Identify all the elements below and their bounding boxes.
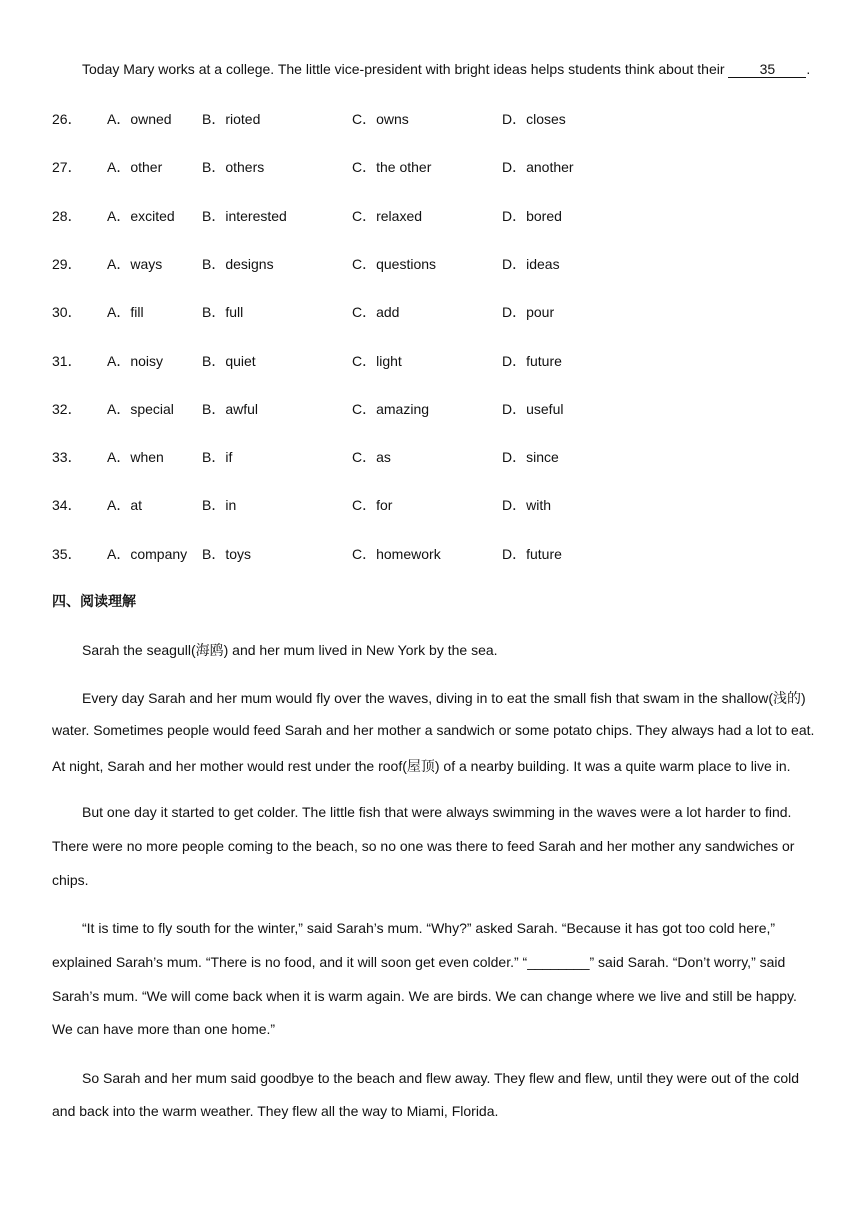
question-number: 28． xyxy=(52,207,82,224)
intro-text: Today Mary works at a college. The little vice-president with bright ideas helps students think about their xyxy=(82,61,729,77)
option-c: C．for xyxy=(352,497,393,514)
question-number: 30． xyxy=(52,304,82,321)
passage-line: But one day it started to get colder. The little fish that were always swimming in the waves were a lot harder to find. xyxy=(82,804,792,820)
question-number: 35． xyxy=(52,545,82,562)
passage-line: water. Sometimes people would feed Sarah and her mother a sandwich or some potato chips. They always had a lot to eat. xyxy=(52,722,815,738)
option-d: D．future xyxy=(502,352,562,369)
option-a: A．owned xyxy=(107,111,172,127)
option-d: D．bored xyxy=(502,207,562,224)
option-c: C．the other xyxy=(352,159,432,176)
intro-line xyxy=(82,61,810,78)
option-a: A．company xyxy=(107,545,188,562)
option-c: C．amazing xyxy=(352,400,430,417)
question-number: 26． xyxy=(52,111,82,127)
option-a: A．when xyxy=(107,449,164,466)
passage-line: At night, Sarah and her mother would rest under the roof(屋顶) of a nearby building. It was a quite warm place to live in. xyxy=(52,758,791,774)
option-d: D．useful xyxy=(502,400,564,417)
option-b: B．designs xyxy=(202,255,274,272)
passage-line: and back into the warm weather. They flew all the way to Miami, Florida. xyxy=(52,1103,499,1119)
option-a: A．ways xyxy=(107,255,163,272)
option-d: D．another xyxy=(502,159,574,176)
option-d: D．future xyxy=(502,545,562,562)
section-title: 四、阅读理解 xyxy=(52,594,136,610)
option-c: C．as xyxy=(352,449,391,466)
option-b: B．interested xyxy=(202,207,287,224)
option-d: D．with xyxy=(502,497,552,514)
passage-line: So Sarah and her mum said goodbye to the beach and flew away. They flew and flew, until they were out of the cold xyxy=(82,1070,800,1086)
option-d: D．pour xyxy=(502,304,555,321)
question-number: 29． xyxy=(52,255,82,272)
option-b: B．full xyxy=(202,304,244,321)
option-c: C．add xyxy=(352,304,400,321)
option-c: C．owns xyxy=(352,111,409,127)
option-d: D．closes xyxy=(502,111,566,127)
question-number: 33． xyxy=(52,449,82,466)
option-c: C．questions xyxy=(352,255,437,272)
passage-line: “It is time to fly south for the winter,” said Sarah’s mum. “Why?” asked Sarah. “Because it has got too cold here,” xyxy=(82,920,776,936)
passage-line: Sarah the seagull(海鸥) and her mum lived in New York by the sea. xyxy=(82,642,498,658)
question-number: 34． xyxy=(52,497,82,514)
option-a: A．noisy xyxy=(107,352,164,369)
question-number: 32． xyxy=(52,400,82,417)
option-a: A．excited xyxy=(107,207,175,224)
option-d: D．ideas xyxy=(502,255,560,272)
option-a: A．special xyxy=(107,400,174,417)
question-number: 27． xyxy=(52,159,82,176)
option-c: C．relaxed xyxy=(352,207,423,224)
question-number: 31． xyxy=(52,352,82,369)
option-b: B．others xyxy=(202,159,265,176)
option-b: B．rioted xyxy=(202,111,261,127)
passage-line: Every day Sarah and her mum would fly over the waves, diving in to eat the small fish that swam in the shallow(浅的) xyxy=(82,690,806,706)
passage-line: chips. xyxy=(52,872,89,888)
option-a: A．fill xyxy=(107,304,144,321)
option-d: D．since xyxy=(502,449,559,466)
option-a: A．at xyxy=(107,497,143,514)
option-a: A．other xyxy=(107,159,163,176)
passage-line: explained Sarah’s mum. “There is no food, and it will soon get even colder.” “________” said Sarah. “Don’t worry,” said xyxy=(52,954,786,970)
option-c: C．light xyxy=(352,352,402,369)
option-c: C．homework xyxy=(352,545,441,562)
option-b: B．quiet xyxy=(202,352,256,369)
passage-line: Sarah’s mum. “We will come back when it is warm again. We are birds. We can change where we live and still be happy. xyxy=(52,988,797,1004)
answer-blank: 35 xyxy=(728,61,806,78)
passage-line: There were no more people coming to the beach, so no one was there to feed Sarah and her mother any sandwiches or xyxy=(52,838,795,854)
option-b: B．toys xyxy=(202,545,252,562)
intro-end: . xyxy=(806,61,811,77)
passage-line: We can have more than one home.” xyxy=(52,1021,276,1037)
option-b: B．if xyxy=(202,449,233,466)
option-b: B．in xyxy=(202,497,237,514)
option-b: B．awful xyxy=(202,400,259,417)
